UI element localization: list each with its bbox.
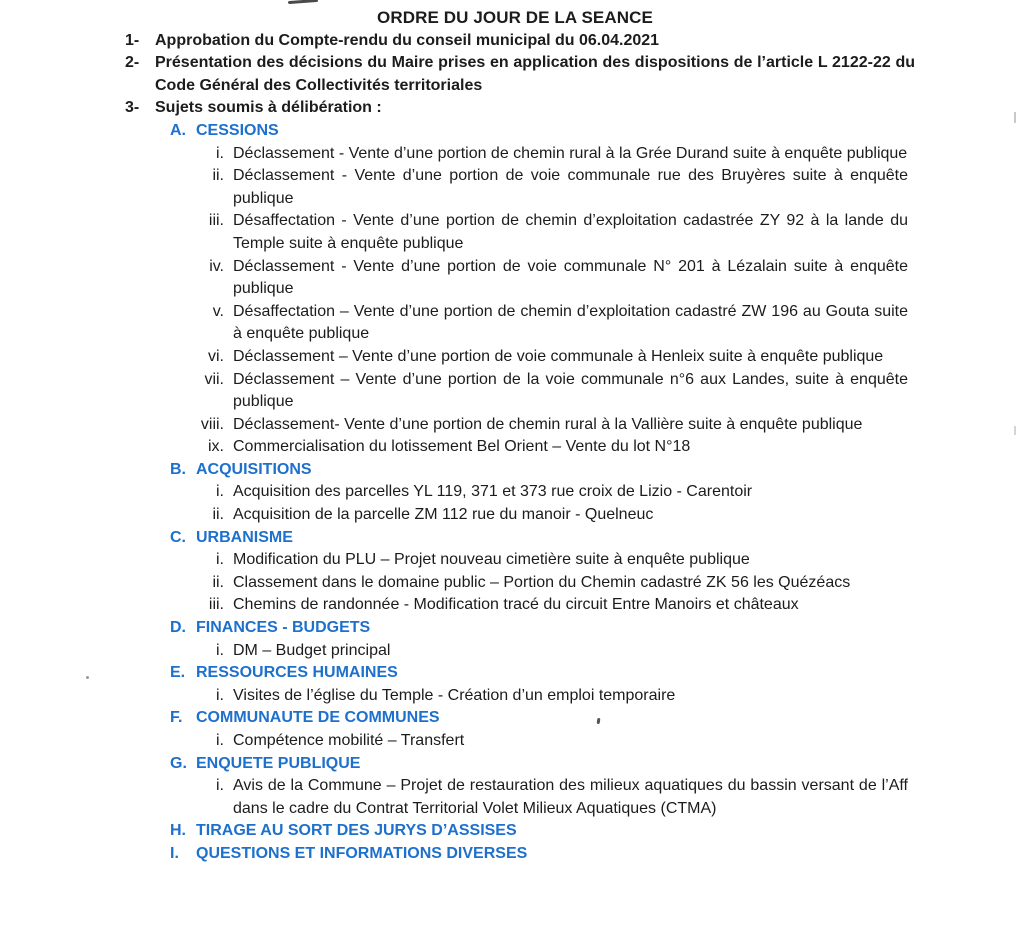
item-number: 3- [125, 99, 140, 117]
section-heading-communaute-de-communes [170, 707, 1030, 730]
section-title: TIRAGE AU SORT DES JURYS D’ASSISES [196, 822, 517, 840]
sub-item-text: Acquisition des parcelles YL 119, 371 et 373 rue croix de Lizio - Carentoir [233, 483, 753, 501]
section-title: URBANISME [196, 528, 293, 546]
item-text: Présentation des décisions du Maire prises en application des dispositions de l’article L 2122-22 du Code Général des Collectivités territoriales [155, 54, 915, 94]
sub-item-text: Acquisition de la parcelle ZM 112 rue du manoir - Quelneuc [233, 506, 654, 524]
section-heading-urbanisme [170, 527, 1030, 550]
agenda-sub-item [180, 346, 908, 369]
agenda-sub-item [180, 165, 908, 210]
item-number: 1- [125, 31, 140, 49]
section-heading-acquisitions [170, 459, 1030, 482]
agenda-sub-item [180, 143, 908, 166]
section-letter: I. [170, 844, 179, 862]
section-heading-finances-budgets [170, 617, 1030, 640]
sub-item-number: vii. [204, 370, 224, 388]
section-letter: D. [170, 619, 186, 637]
section-heading-cessions [170, 120, 1030, 143]
document-title: ORDRE DU JOUR DE LA SEANCE [377, 8, 653, 27]
scan-artifact [288, 0, 318, 4]
sub-item-text: Visites de l’église du Temple - Création d’un emploi temporaire [233, 686, 676, 704]
section-title: RESSOURCES HUMAINES [196, 664, 398, 682]
sub-item-number: iv. [209, 257, 224, 275]
sub-item-text: Déclassement - Vente d’une portion de voie communale rue des Bruyères suite à enquête publique [233, 167, 908, 207]
sub-item-text: Avis de la Commune – Projet de restauration des milieux aquatiques du bassin versant de l’Aff dans le cadre du Contrat Territorial Volet Milieux Aquatiques (CTMA) [233, 777, 908, 817]
section-letter: A. [170, 121, 186, 139]
agenda-sub-item [180, 256, 908, 301]
sub-item-number: i. [216, 641, 224, 659]
agenda-sub-item [180, 640, 908, 663]
sub-item-number: ii. [212, 573, 224, 591]
agenda-sub-item [180, 594, 908, 617]
sub-item-text: Déclassement- Vente d’une portion de chemin rural à la Vallière suite à enquête publique [233, 415, 863, 433]
section-title: COMMUNAUTE DE COMMUNES [196, 709, 440, 727]
item-text: Approbation du Compte-rendu du conseil municipal du 06.04.2021 [155, 31, 660, 49]
section-heading-enquete-publique [170, 753, 1030, 776]
sub-item-text: DM – Budget principal [233, 641, 391, 659]
sub-item-number: v. [212, 302, 224, 320]
section-letter: G. [170, 754, 187, 772]
item-text: Sujets soumis à délibération : [155, 99, 382, 117]
sub-item-text: Désaffectation - Vente d’une portion de chemin d’exploitation cadastrée ZY 92 à la lande du Temple suite à enquête publique [233, 212, 908, 252]
section-heading-tirage-au-sort [170, 820, 1030, 843]
section-letter: H. [170, 822, 186, 840]
agenda-sub-item [180, 436, 908, 459]
section-title: QUESTIONS ET INFORMATIONS DIVERSES [196, 844, 528, 862]
agenda-sub-item [180, 301, 908, 346]
agenda-sub-item [180, 730, 908, 753]
sub-item-text: Déclassement – Vente d’une portion de voie communale à Henleix suite à enquête publique [233, 347, 884, 365]
sub-item-text: Désaffectation – Vente d’une portion de chemin d’exploitation cadastré ZW 196 au Gouta suite à enquête publique [233, 302, 908, 343]
sub-item-number: i. [216, 732, 224, 749]
section-letter: F. [170, 709, 183, 727]
sub-item-text: Chemins de randonnée - Modification tracé du circuit Entre Manoirs et châteaux [233, 596, 799, 614]
section-letter: B. [170, 460, 186, 478]
sub-item-number: ii. [212, 167, 224, 185]
section-title: CESSIONS [196, 121, 279, 139]
agenda-sub-item [180, 685, 908, 708]
sub-item-text: Déclassement - Vente d’une portion de voie communale N° 201 à Lézalain suite à enquête publique [233, 257, 908, 298]
sub-item-number: viii. [200, 415, 224, 433]
agenda-sub-item [180, 775, 908, 820]
item-number: 2- [125, 54, 140, 72]
sub-item-number: i. [216, 686, 224, 704]
section-heading-questions-diverses [170, 843, 1030, 866]
agenda-sub-item [180, 414, 908, 437]
sub-item-text: Compétence mobilité – Transfert [233, 732, 465, 749]
section-heading-ressources-humaines [170, 662, 1030, 685]
sub-item-text: Classement dans le domaine public – Portion du Chemin cadastré ZK 56 les Quézéacs [233, 573, 851, 591]
sub-item-number: ii. [212, 506, 224, 524]
sub-item-text: Commercialisation du lotissement Bel Orient – Vente du lot N°18 [233, 438, 691, 456]
sub-item-text: Modification du PLU – Projet nouveau cimetière suite à enquête publique [233, 551, 750, 569]
section-title: ENQUETE PUBLIQUE [196, 754, 361, 772]
agenda-sub-item [180, 504, 908, 527]
sub-item-number: i. [216, 551, 224, 569]
section-letter: E. [170, 664, 186, 682]
agenda-item-1 [125, 30, 915, 53]
sub-item-number: ix. [208, 438, 224, 456]
agenda-sub-item [180, 481, 908, 504]
agenda-sub-item [180, 369, 908, 414]
section-title: ACQUISITIONS [196, 460, 312, 478]
sub-item-number: i. [216, 483, 224, 501]
scan-artifact [1014, 426, 1016, 435]
agenda-sub-item [180, 549, 908, 572]
agenda-sub-item [180, 210, 908, 255]
agenda-item-3 [125, 97, 915, 120]
section-title: FINANCES - BUDGETS [196, 619, 371, 637]
agenda-sub-item [180, 572, 908, 595]
sub-item-text: Déclassement – Vente d’une portion de la voie communale n°6 aux Landes, suite à enquête publique [233, 370, 908, 411]
scan-artifact [86, 676, 89, 679]
sub-item-number: vi. [208, 347, 224, 365]
sub-item-number: i. [216, 777, 224, 795]
agenda-item-2 [125, 52, 915, 97]
sub-item-number: i. [216, 144, 224, 162]
sub-item-number: iii. [208, 596, 224, 614]
sub-item-text: Déclassement - Vente d’une portion de chemin rural à la Grée Durand suite à enquête publique [233, 144, 908, 162]
section-letter: C. [170, 528, 186, 546]
sub-item-number: iii. [208, 212, 224, 230]
